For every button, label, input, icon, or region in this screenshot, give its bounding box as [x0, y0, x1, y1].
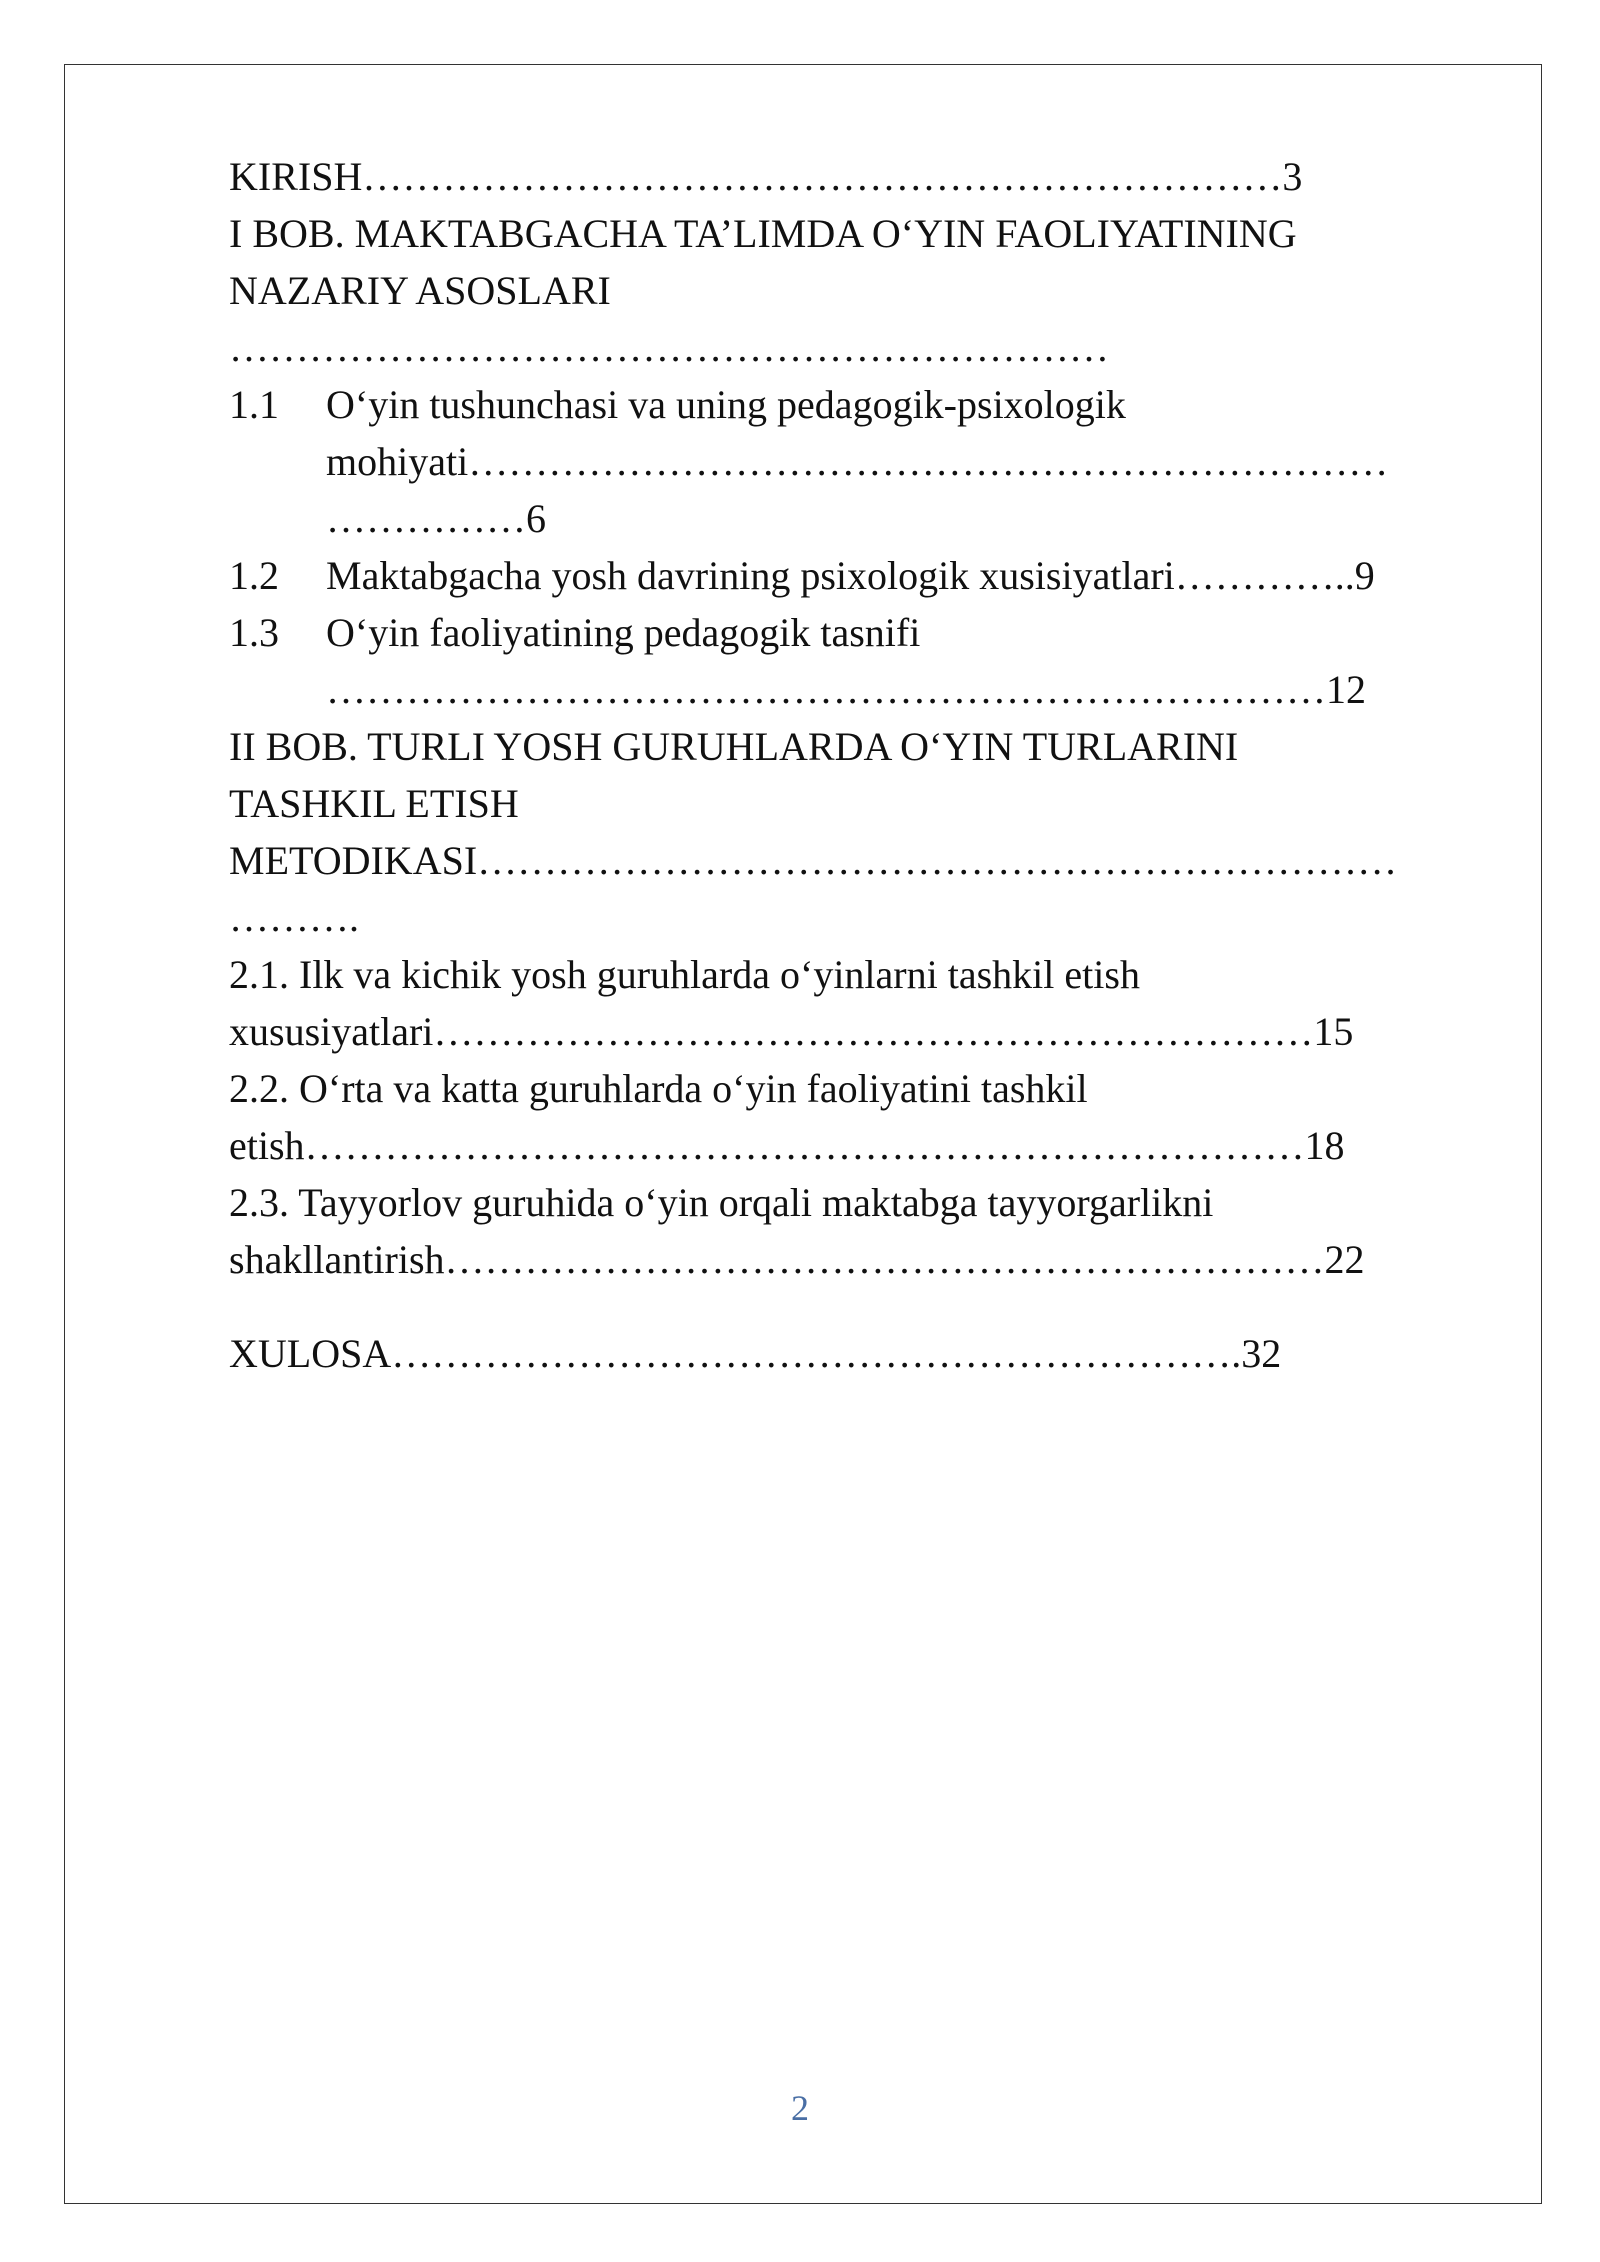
toc-entry-chapter-1[interactable]	[229, 205, 1499, 376]
toc-entry-section-2-2[interactable]	[229, 1060, 1499, 1174]
toc-chapter-2-line-1: II BOB. TURLI YOSH GURUHLARDA O‘YIN TURLARINI	[229, 724, 1239, 769]
toc-entry-chapter-2[interactable]	[229, 718, 1499, 946]
spacer	[229, 1288, 1499, 1325]
toc-chapter-2-line-3: METODIKASI……………………………………………………………	[229, 838, 1398, 883]
toc-entry-section-1-3[interactable]	[229, 604, 1499, 718]
section-leader-page: ……………6	[326, 496, 546, 541]
toc-chapter-1-line-1: I BOB. MAKTABGACHA TA’LIMDA O‘YIN FAOLIYATINING	[229, 211, 1297, 256]
toc-entry-section-1-1[interactable]	[229, 376, 1499, 547]
section-number: 1.2	[229, 553, 279, 598]
section-title: O‘yin tushunchasi va uning pedagogik-psixologik	[326, 382, 1126, 427]
section-title: 2.3. Tayyorlov guruhida o‘yin orqali maktabga tayyorgarlikni	[229, 1180, 1214, 1225]
toc-chapter-2-leader: ……….	[229, 895, 359, 940]
section-title: O‘yin faoliyatining pedagogik tasnifi	[326, 610, 921, 655]
section-leader-page: …………………………………………………………………12	[326, 667, 1366, 712]
section-title-continued: xususiyatlari…………………………………………………………15	[229, 1009, 1354, 1054]
toc-entry-section-1-2[interactable]	[229, 547, 1499, 604]
toc-chapter-1-leader: …………………………………………………………	[229, 325, 1109, 370]
toc-entry-xulosa[interactable]: XULOSA……………………………………………………….32	[229, 1331, 1282, 1376]
section-title: 2.2. O‘rta va katta guruhlarda o‘yin faoliyatini tashkil	[229, 1066, 1088, 1111]
section-number: 1.1	[229, 382, 279, 427]
toc-chapter-1-line-2: NAZARIY ASOSLARI	[229, 268, 611, 313]
toc-chapter-2-line-2: TASHKIL ETISH	[229, 781, 519, 826]
toc-entry-section-2-3[interactable]	[229, 1174, 1499, 1288]
toc-entry-kirish[interactable]: KIRISH……………………………………………………………3	[229, 154, 1303, 199]
section-title: 2.1. Ilk va kichik yosh guruhlarda o‘yinlarni tashkil etish	[229, 952, 1140, 997]
section-number: 1.3	[229, 610, 279, 655]
section-title-continued: shakllantirish…………………………………………………………22	[229, 1237, 1365, 1282]
section-title-continued: mohiyati……………………………………………………………	[326, 439, 1389, 484]
page-number: 2	[791, 2088, 809, 2128]
table-of-contents	[229, 148, 1499, 1382]
toc-entry-section-2-1[interactable]	[229, 946, 1499, 1060]
section-title: Maktabgacha yosh davrining psixologik xusisiyatlari…………..9	[326, 553, 1375, 598]
section-title-continued: etish…………………………………………………………………18	[229, 1123, 1345, 1168]
